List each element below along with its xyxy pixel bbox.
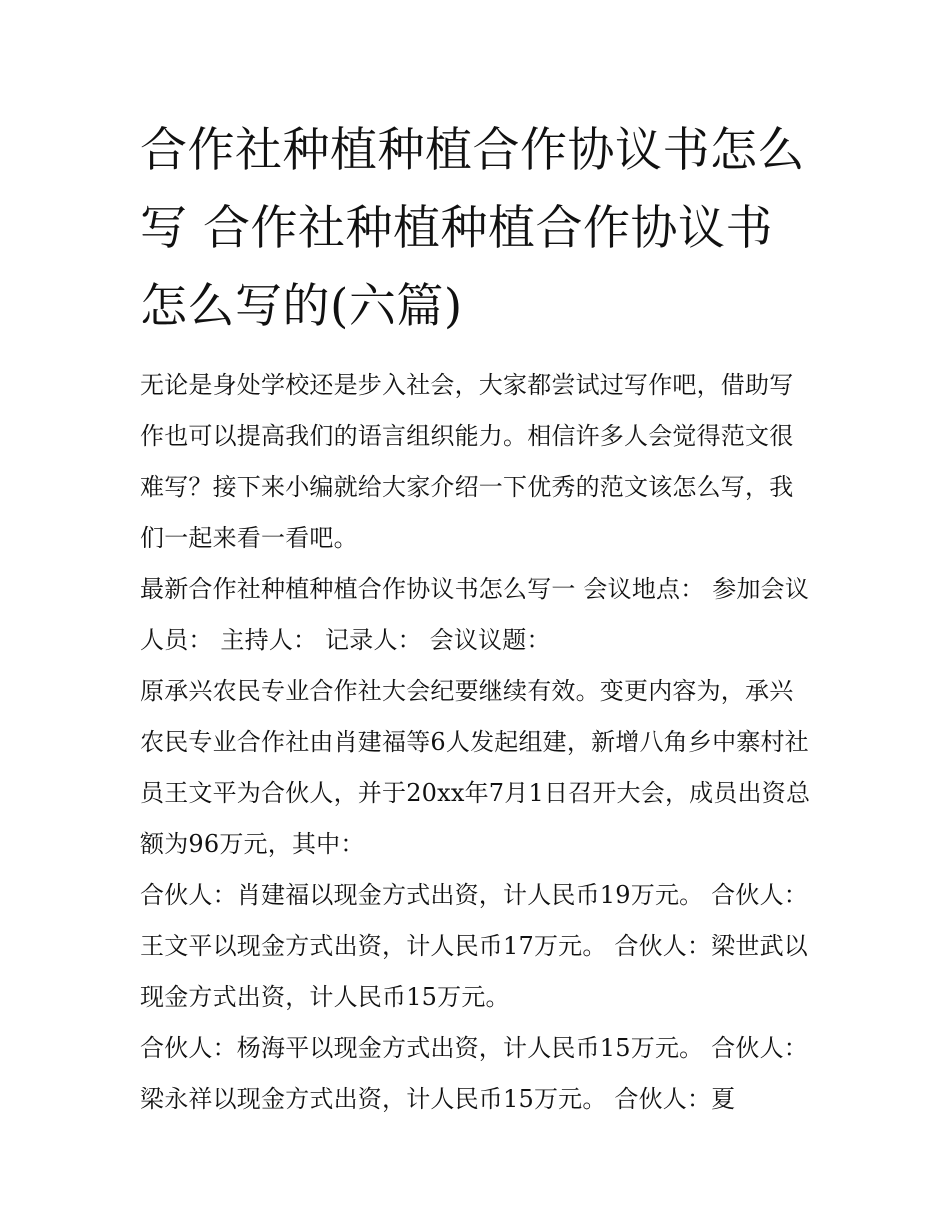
document-title: 合作社种植种植合作协议书怎么写 合作社种植种植合作协议书怎么写的(六篇) bbox=[140, 123, 805, 334]
paragraph-intro: 无论是身处学校还是步入社会，大家都尝试过写作吧，借助写作也可以提高我们的语言组织能力。相信许多人会觉得范文很难写？接下来小编就给大家介绍一下优秀的范文该怎么写，我们一起来看一看吧。 bbox=[140, 371, 794, 552]
paragraph-change-content: 原承兴农民专业合作社大会纪要继续有效。变更内容为，承兴农民专业合作社由肖建福等6人发起组建，新增八角乡中寨村社员王文平为合伙人，并于20xx年7月1日召开大会，成员出资总额为96万元，其中： bbox=[140, 677, 811, 858]
paragraph-partners-1: 合伙人：肖建福以现金方式出资，计人民币19万元。 合伙人：王文平以现金方式出资，计人民币17万元。 合伙人：梁世武以现金方式出资，计人民币15万元。 bbox=[140, 881, 808, 1011]
document-content bbox=[140, 112, 812, 1125]
paragraph-meeting-info: 最新合作社种植种植合作协议书怎么写一 会议地点： 参加会议人员： 主持人： 记录人： 会议议题： bbox=[140, 575, 810, 654]
paragraph-partners-2: 合伙人：杨海平以现金方式出资，计人民币15万元。 合伙人：梁永祥以现金方式出资，计人民币15万元。 合伙人：夏 bbox=[140, 1034, 808, 1113]
